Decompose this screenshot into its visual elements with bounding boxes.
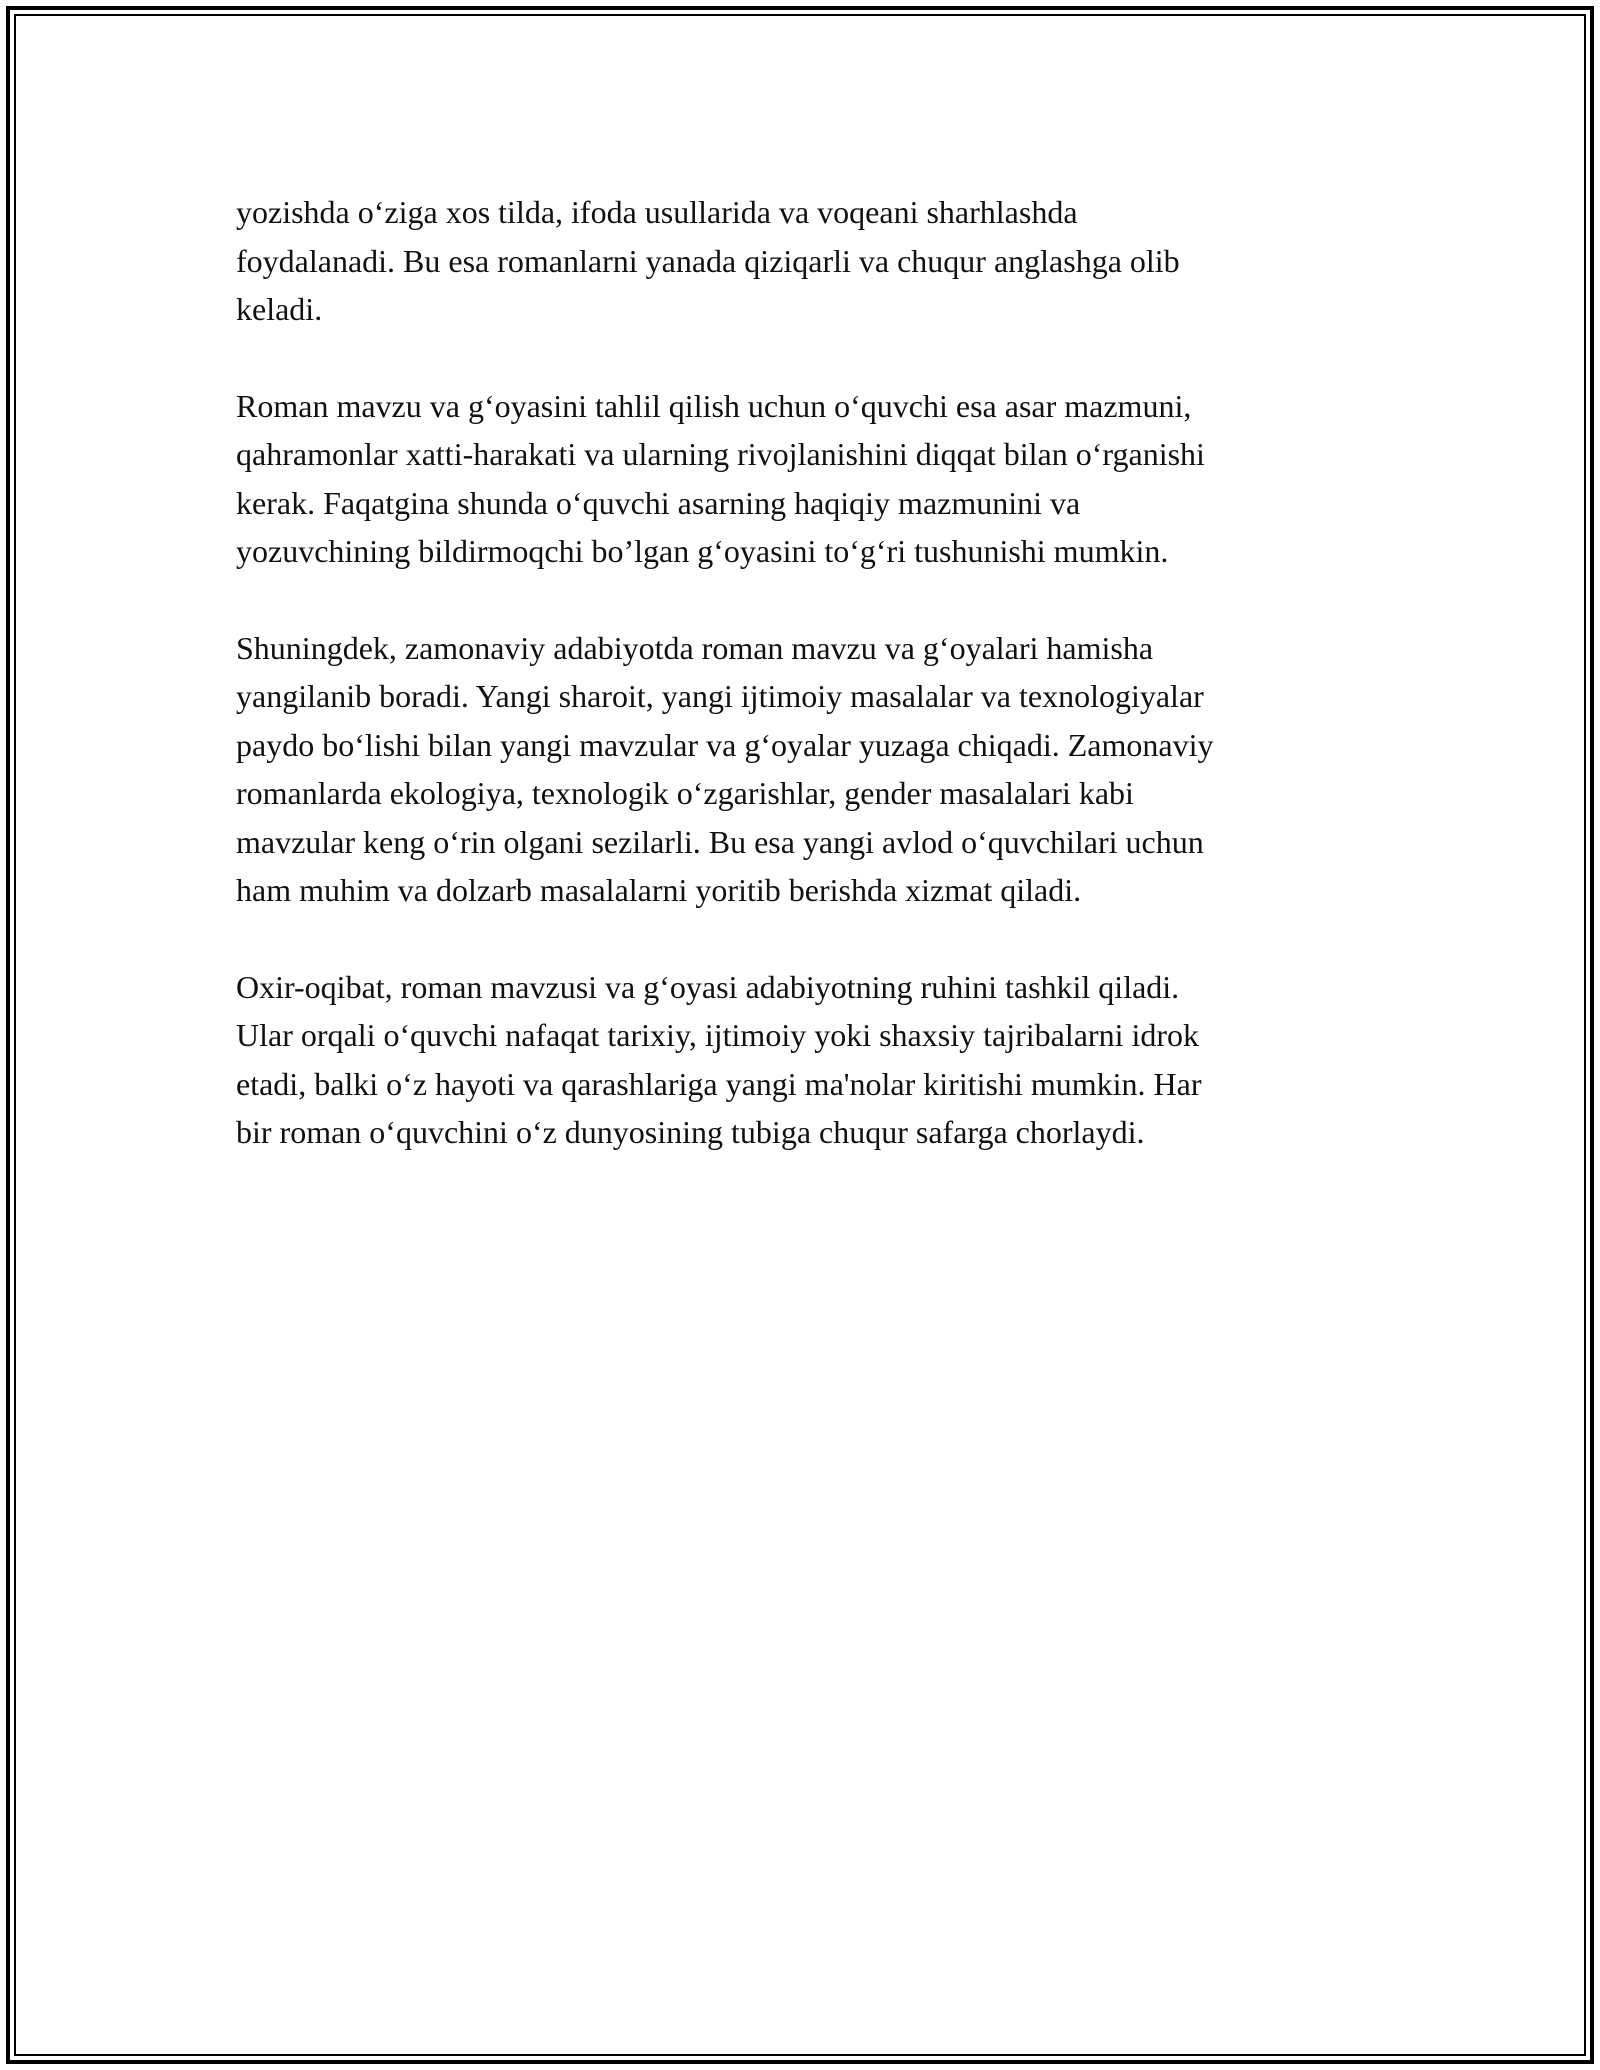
paragraph-2 — [236, 382, 1416, 576]
paragraph-line: Shuningdek, zamonaviy adabiyotda roman mavzu va g‘oyalari hamisha — [236, 629, 1154, 666]
paragraph-line: ham muhim va dolzarb masalalarni yoritib berishda xizmat qiladi. — [236, 872, 1082, 908]
paragraph-line: yangilanib boradi. Yangi sharoit, yangi ijtimoiy masalalar va texnologiyalar — [236, 678, 1204, 714]
paragraph-line: romanlarda ekologiya, texnologik o‘zgarishlar, gender masalalari kabi — [236, 775, 1134, 811]
paragraph-1 — [236, 188, 1416, 334]
paragraph-line: Oxir-oqibat, roman mavzusi va g‘oyasi adabiyotning ruhini tashkil qiladi. — [236, 968, 1180, 1005]
paragraph-line: mavzular keng o‘rin olgani sezilarli. Bu esa yangi avlod o‘quvchilari uchun — [236, 823, 1204, 860]
paragraph-line: Roman mavzu va g‘oyasini tahlil qilish uchun o‘quvchi esa asar mazmuni, — [236, 387, 1192, 424]
paragraph-4 — [236, 963, 1416, 1157]
paragraph-line: kerak. Faqatgina shunda o‘quvchi asarning haqiqiy mazmunini va — [236, 484, 1081, 521]
paragraph-line: yozishda o‘ziga xos tilda, ifoda usullarida va voqeani sharhlashda — [236, 194, 1078, 230]
document-body — [236, 188, 1416, 1205]
paragraph-line: etadi, balki o‘z hayoti va qarashlariga yangi ma'nolar kiritishi mumkin. Har — [236, 1065, 1202, 1102]
paragraph-line: yozuvchining bildirmoqchi bo’lgan g‘oyasini to‘g‘ri tushunishi mumkin. — [236, 533, 1169, 569]
paragraph-line: keladi. — [236, 291, 323, 327]
paragraph-3 — [236, 624, 1416, 915]
paragraph-line: bir roman o‘quvchini o‘z dunyosining tubiga chuqur safarga chorlaydi. — [236, 1114, 1145, 1150]
paragraph-line: paydo bo‘lishi bilan yangi mavzular va g‘oyalar yuzaga chiqadi. Zamonaviy — [236, 726, 1214, 763]
paragraph-line: qahramonlar xatti-harakati va ularning rivojlanishini diqqat bilan o‘rganishi — [236, 436, 1205, 472]
paragraph-line: Ular orqali o‘quvchi nafaqat tarixiy, ijtimoiy yoki shaxsiy tajribalarni idrok — [236, 1017, 1200, 1053]
paragraph-line: foydalanadi. Bu esa romanlarni yanada qiziqarli va chuqur anglashga olib — [236, 242, 1180, 279]
